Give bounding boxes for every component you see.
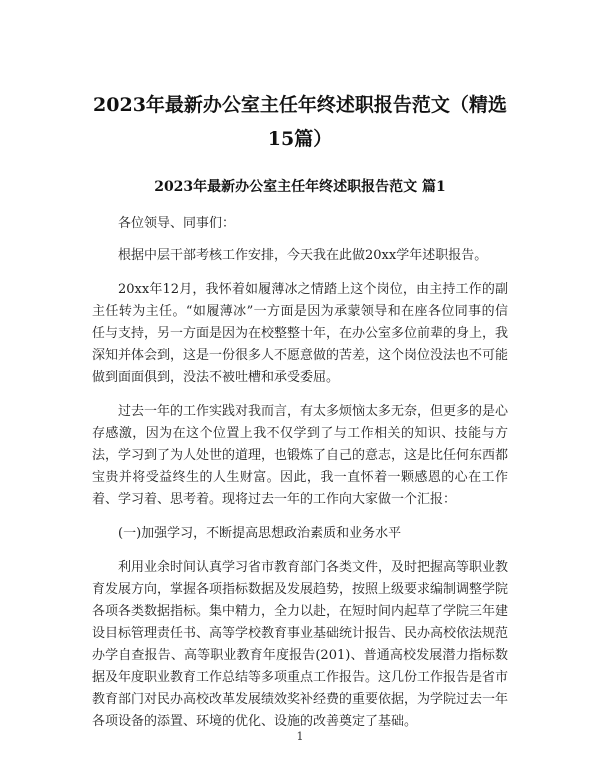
document-title: 2023年最新办公室主任年终述职报告范文（精选15篇） [93, 94, 507, 150]
intro-paragraph: 根据中层干部考核工作安排，今天我在此做20xx学年述职报告。 [118, 248, 488, 263]
subheading-paragraph: (一)加强学习，不断提高思想政治素质和业务水平 [118, 526, 402, 541]
body-paragraph: 20xx年12月，我怀着如履薄冰之情踏上这个岗位，由主持工作的副主任转为主任。“如履薄冰”一方面是因为承蒙领导和在座各位同事的信任与支持，另一方面是因为在校整整十年，在办公室多位前辈的身上，我深知并体会到，这是一份很多人不愿意做的苦差，这个岗位没法也不可能做到面面俱到，没法不被吐槽和承受委屈。 [92, 282, 509, 385]
body-paragraph: 过去一年的工作实践对我而言，有太多烦恼太多无奈，但更多的是心存感激，因为在这个位置上我不仅学到了与工作相关的知识、技能与方法，学习到了为人处世的道理，也锻炼了自己的意志，这是比任何东西都宝贵并将受益终生的人生财富。因此，我一直怀着一颗感恩的心在工作着、学习着、思考着。现将过去一年的工作向大家做一个汇报： [92, 404, 509, 507]
section-title: 2023年最新办公室主任年终述职报告范文 篇1 [154, 179, 446, 195]
page-number: 1 [296, 730, 304, 743]
greeting-paragraph: 各位领导、同事们： [118, 216, 236, 231]
body-paragraph: 利用业余时间认真学习省市教育部门各类文件，及时把握高等职业教育发展方向，掌握各项指标数据及发展趋势，按照上级要求编制调整学院各项各类数据指标。集中精力，全力以赴，在短时间内起草了学院三年建设目标管理责任书、高等学校教育事业基础统计报告、民办高校依法规范办学自查报告、高等职业教育年度报告(201)、普通高校发展潜力指标数据及年度职业教育工作总结等多项重点工作报告。这几份工作报告是省市教育部门对民办高校改革发展绩效奖补经费的重要依据，为学院过去一年各项设备的添置、环境的优化、设施的改善奠定了基础。 [92, 560, 509, 729]
